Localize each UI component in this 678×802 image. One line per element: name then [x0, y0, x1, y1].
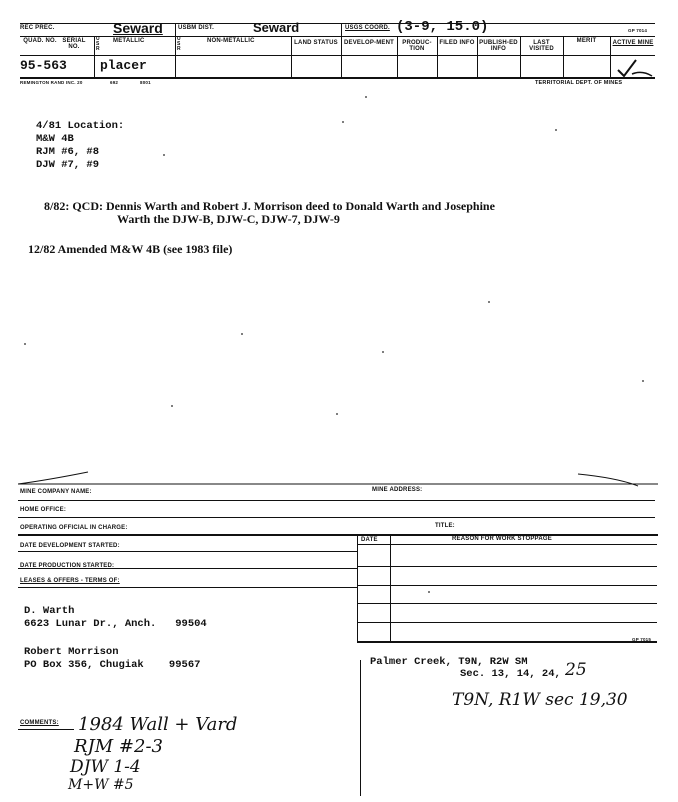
col-quad-no: QUAD. NO. — [23, 38, 57, 44]
usgs-coord-label: USGS COORD. — [345, 25, 390, 31]
rec-prec-value: Seward — [113, 20, 163, 36]
scan-speck — [241, 333, 243, 335]
qcd-note-1: 8/82: QCD: Dennis Warth and Robert J. Morrison deed to Donald Warth and Josephine — [44, 199, 495, 213]
col-non-metallic: NON-METALLIC — [207, 38, 255, 44]
col-usr-a: U S R — [96, 36, 100, 52]
scan-speck — [642, 380, 644, 382]
comment-hand-4: M+W #5 — [68, 777, 134, 793]
card-edge — [18, 470, 658, 500]
scan-speck — [428, 591, 430, 593]
form-number-top: GP 7014 — [628, 28, 648, 33]
lessee-1-address: 6623 Lunar Dr., Anch. 99504 — [24, 618, 207, 630]
date-production-started-label: DATE PRODUCTION STARTED: — [20, 563, 115, 569]
metallic-value: placer — [100, 58, 147, 73]
col-serial-no: SERIAL NO. — [62, 38, 86, 50]
printer-imprint: REMINGTON RAND INC. 20 — [20, 80, 83, 85]
reason-column-header: REASON FOR WORK STOPPAGE — [452, 536, 552, 542]
amended-note: 12/82 Amended M&W 4B (see 1983 file) — [28, 242, 233, 256]
col-metallic: METALLIC — [113, 38, 145, 44]
home-office-label: HOME OFFICE: — [20, 507, 67, 513]
usbm-dist-value: Seward — [253, 20, 300, 35]
scan-speck — [342, 121, 344, 123]
col-active-mine: ACTIVE MINE — [612, 40, 654, 46]
col-land-status: LAND STATUS — [294, 40, 338, 46]
col-published-info: PUBLISH-ED INFO — [479, 40, 518, 52]
lessee-1-name: D. Warth — [24, 605, 75, 617]
scan-speck — [365, 96, 367, 98]
usbm-dist-label: USBM DIST. — [178, 25, 215, 31]
scan-speck — [24, 343, 26, 345]
col-merit: MERIT — [576, 38, 597, 44]
territorial-dept: TERRITORIAL DEPT. OF MINES — [535, 80, 623, 86]
comment-hand-1: 1984 Wall + Vard — [78, 714, 238, 735]
col-last-visited: LAST VISITED — [529, 40, 554, 52]
scan-speck — [336, 413, 338, 415]
comments-label: COMMENTS: — [20, 720, 59, 726]
title-label: TITLE: — [435, 523, 455, 529]
location-line-1: Palmer Creek, T9N, R2W SM — [370, 656, 528, 668]
handwritten-location: T9N, R1W sec 19,30 — [452, 690, 628, 710]
printer-code-1: 692 — [110, 80, 119, 85]
col-production: PRODUC-TION — [402, 40, 432, 52]
col-filed-info: FILED INFO — [439, 40, 475, 46]
location-note-1: 4/81 Location: — [36, 120, 125, 132]
date-column-header: DATE — [361, 537, 378, 543]
col-usr-b: U S R — [177, 36, 181, 52]
location-note-4: DJW #7, #9 — [36, 159, 100, 171]
usgs-coord-value: (3-9, 15.0) — [396, 19, 489, 35]
mine-address-label: MINE ADDRESS: — [372, 487, 423, 493]
leases-offers-label: LEASES & OFFERS - TERMS OF: — [20, 578, 120, 584]
record-number: 95-563 — [20, 58, 67, 73]
lessee-2-name: Robert Morrison — [24, 646, 119, 658]
location-line-2: Sec. 13, 14, 24, — [460, 668, 561, 680]
col-development: DEVELOP-MENT — [343, 40, 395, 46]
comment-hand-2: RJM #2-3 — [74, 736, 163, 757]
lessee-2-address: PO Box 356, Chugiak 99567 — [24, 659, 201, 671]
location-note-2: M&W 4B — [36, 133, 74, 145]
printer-code-2: 8001 — [140, 80, 151, 85]
date-development-started-label: DATE DEVELOPMENT STARTED: — [20, 543, 120, 549]
comment-hand-3: DJW 1-4 — [70, 757, 141, 777]
qcd-note-2: Warth the DJW-B, DJW-C, DJW-7, DJW-9 — [117, 212, 340, 226]
location-line-2-hand: 25 — [565, 660, 587, 680]
scan-speck — [555, 129, 557, 131]
mine-company-name-label: MINE COMPANY NAME: — [20, 489, 92, 495]
scan-speck — [488, 301, 490, 303]
rec-prec-label: REC PREC. — [20, 25, 55, 31]
scan-speck — [382, 351, 384, 353]
form-number-bottom: GP 7015 — [632, 637, 652, 642]
scan-speck — [163, 154, 165, 156]
operating-official-label: OPERATING OFFICIAL IN CHARGE: — [20, 525, 128, 531]
scan-speck — [171, 405, 173, 407]
checkmark-icon — [614, 58, 654, 80]
location-note-3: RJM #6, #8 — [36, 146, 100, 158]
